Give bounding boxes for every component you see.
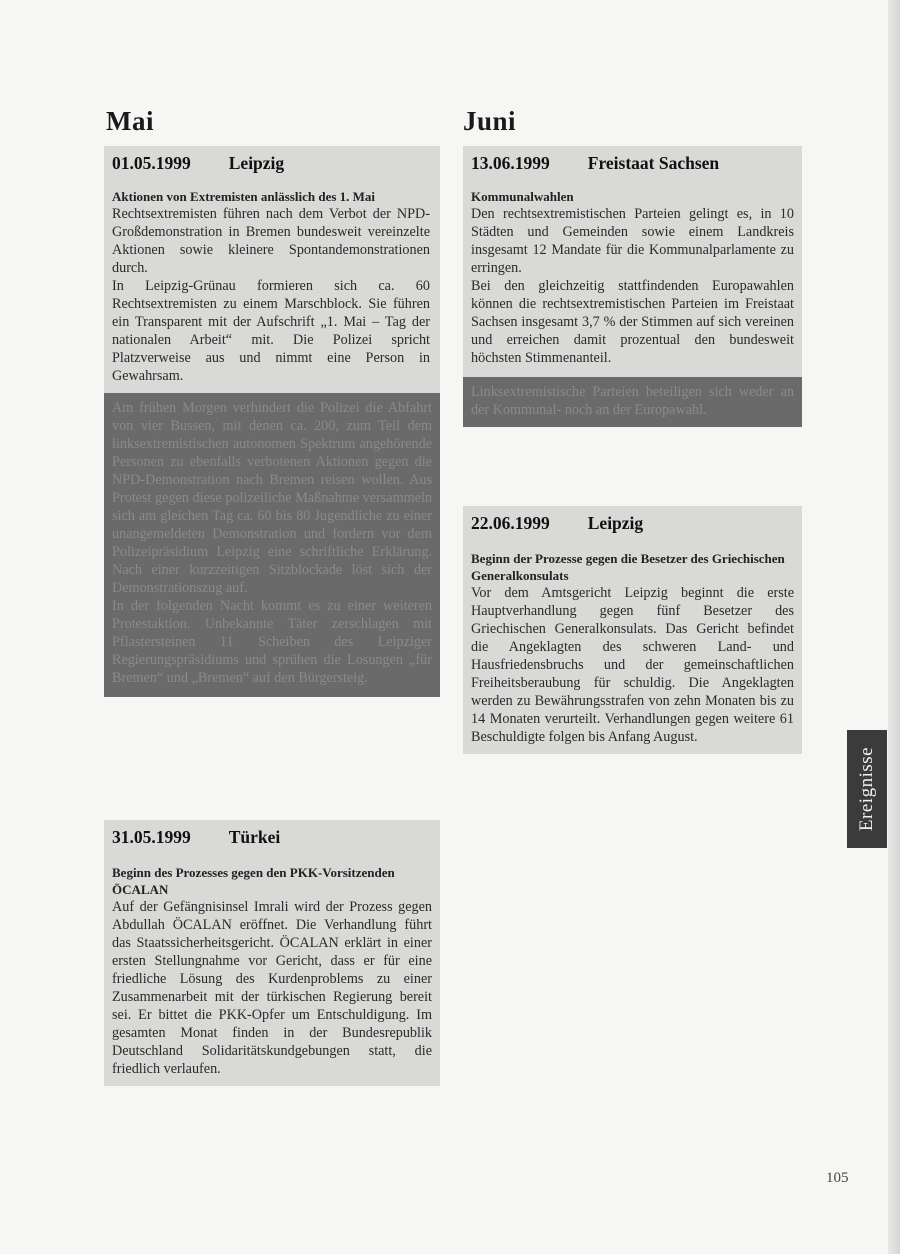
event-header <box>463 506 802 540</box>
event-paragraph-dark: Linksextremistische Parteien beteiligen sich weder an der Kommunal- noch an der Europawahl. <box>471 384 794 418</box>
event-card-01-05-1999 <box>104 146 440 697</box>
event-paragraph: Vor dem Amtsgericht Leipzig beginnt die erste Hauptverhandlung gegen fünf Besetzer des Griechischen Generalkonsulats. Das Gericht befindet die Angeklagten des schweren Land- und Hausfriedensbruchs und der gemeinschaftlichen Freiheitsberaubung für schuldig. Die Angeklagten werden zu Bewährungsstrafen von zehn Monaten bis zu 14 Monaten verurteilt. Verhandlungen gegen weitere 61 Beschuldigte folgen bis Anfang August. <box>471 585 794 745</box>
event-place: Leipzig <box>587 512 644 533</box>
event-date: 01.05.1999 <box>112 152 191 173</box>
event-place: Türkei <box>228 826 281 847</box>
event-paragraph-dark: Am frühen Morgen verhindert die Polizei die Abfahrt von vier Bussen, mit denen ca. 200, zum Teil dem linksextremistischen autonomen Spektrum angehörende Personen zu ebenfalls verbotenen Aktionen gegen die NPD-Demonstration nach Bremen reisen wollen. Aus Protest gegen diese polizeiliche Maßnahme versammeln sich am gleichen Tag ca. 60 bis 80 Jugendliche zu einer unangemeldeten Demonstration und fordern vor dem Polizeipräsidium Leipzig eine schriftliche Erklärung. Nach einer kurzzeitigen Sitzblockade löst sich der Demonstrationszug auf. <box>112 400 432 596</box>
event-lead: Beginn der Prozesse gegen die Besetzer des Griechischen Generalkonsulats <box>471 551 785 583</box>
event-lead: Kommunalwahlen <box>471 189 574 204</box>
page-edge <box>888 0 900 1254</box>
event-header <box>104 146 440 180</box>
month-heading-may: Mai <box>106 106 154 136</box>
event-paragraph-dark: In der folgenden Nacht kommt es zu einer weiteren Protestaktion. Unbekannte Täter zerschlagen mit Pflastersteinen 11 Scheiben des Leipziger Regierungspräsidiums und sprühen die Losungen „für Bremen“ und „Bremen“ auf den Bürgersteig. <box>112 598 432 686</box>
event-paragraph: Auf der Gefängnisinsel Imrali wird der Prozess gegen Abdullah ÖCALAN eröffnet. Die Verhandlung führt das Staatssicherheitsgericht. ÖCALAN erklärt in einer ersten Stellungnahme vor Gericht, dass er für eine friedliche Lösung des Kurdenproblems zu einer Zusammenarbeit mit der türkischen Regierung bereit sei. Er bittet die PKK-Opfer um Entschuldigung. Im gesamten Monat finden in der Bundesrepublik Deutschland Solidaritätskundgebungen statt, die friedlich verlaufen. <box>112 899 432 1077</box>
event-place: Freistaat Sachsen <box>587 152 720 173</box>
event-date: 22.06.1999 <box>471 512 550 533</box>
event-card-31-05-1999 <box>104 820 440 1086</box>
event-lead: Aktionen von Extremisten anlässlich des 1. Mai <box>112 189 376 204</box>
page-number: 105 <box>826 1170 849 1186</box>
section-tab-ereignisse <box>847 730 887 848</box>
event-paragraph: Rechtsextremisten führen nach dem Verbot der NPD-Großdemonstration in Bremen bundesweit vereinzelte Aktionen sowie kleinere Spontandemonstrationen durch. <box>112 206 430 276</box>
event-date: 13.06.1999 <box>471 152 550 173</box>
event-lead: Beginn des Prozesses gegen den PKK-Vorsitzenden ÖCALAN <box>112 865 395 897</box>
event-paragraph: Bei den gleichzeitig stattfindenden Europawahlen können die rechtsextremistischen Parteien im Freistaat Sachsen insgesamt 3,7 % der Stimmen auf sich vereinen und erreichen damit prozentual den bundesweit höchsten Stimmenanteil. <box>471 278 794 366</box>
event-place: Leipzig <box>228 152 285 173</box>
event-header <box>463 146 802 180</box>
month-heading-june: Juni <box>463 106 517 136</box>
event-date: 31.05.1999 <box>112 826 191 847</box>
section-tab-label: Ereignisse <box>856 746 877 832</box>
event-header <box>104 820 440 854</box>
left-extremism-section <box>104 393 440 697</box>
event-paragraph: In Leipzig-Grünau formieren sich ca. 60 Rechtsextremisten zu einem Marschblock. Sie führen ein Transparent mit der Aufschrift „1. Mai – Tag der nationalen Arbeit“ mit. Die Polizei spricht Platzverweise aus und nimmt eine Person in Gewahrsam. <box>112 278 430 384</box>
event-card-22-06-1999 <box>463 506 802 754</box>
left-extremism-section <box>463 377 802 427</box>
event-card-13-06-1999 <box>463 146 802 427</box>
event-paragraph: Den rechtsextremistischen Parteien gelingt es, in 10 Städten und Gemeinden sowie einem Landkreis insgesamt 12 Mandate für die Kommunalparlamente zu erringen. <box>471 206 794 276</box>
